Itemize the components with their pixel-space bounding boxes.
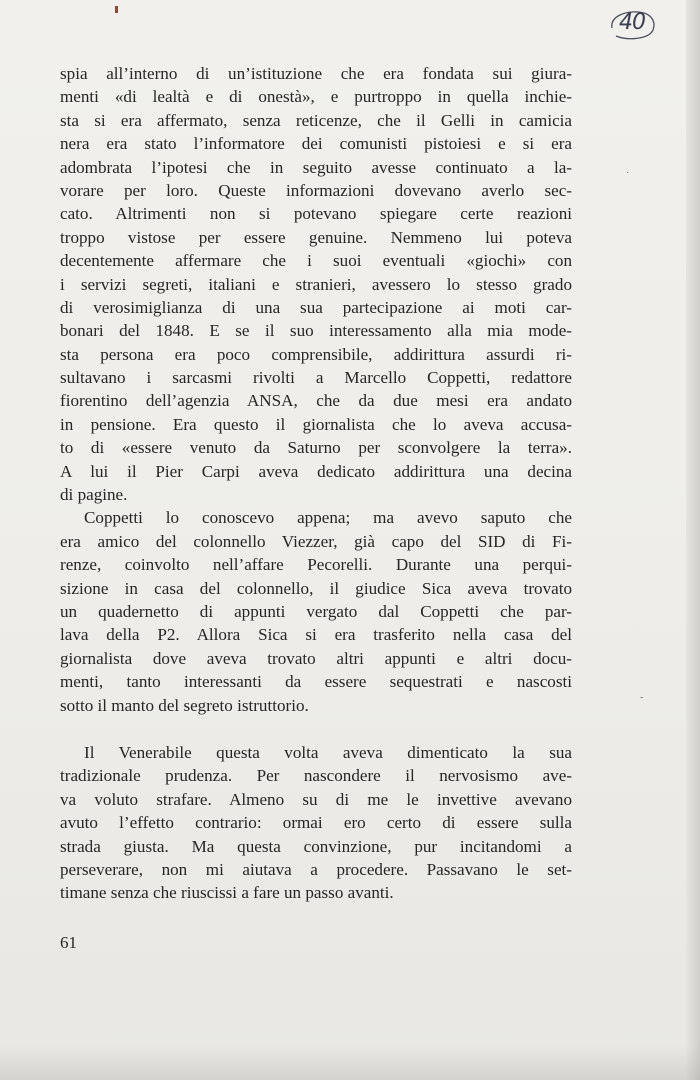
text-line: in pensione. Era questo il giornalista che lo aveva accusa- — [60, 414, 572, 434]
text-line: tradizionale prudenza. Per nascondere il nervosismo ave- — [60, 766, 572, 786]
text-line: menti, tanto interessanti da essere sequestrati e nascosti — [60, 672, 572, 692]
text-line: di verosimiglianza di una sua partecipazione ai moti car- — [60, 297, 572, 317]
paragraph — [60, 506, 572, 717]
text-line: giornalista dove aveva trovato altri appunti e altri docu- — [60, 648, 572, 668]
text-line: Coppetti lo conoscevo appena; ma avevo saputo che — [84, 508, 572, 528]
paragraph-gap — [60, 717, 572, 741]
text-line: bonari del 1848. E se il suo interessamento alla mia mode- — [60, 321, 572, 341]
folio-number: 40 — [619, 10, 645, 35]
text-line: spia all’interno di un’istituzione che era fondata sui giura- — [60, 64, 572, 83]
text-line: to di «essere venuto da Saturno per sconvolgere la terra». — [60, 438, 572, 458]
text-line: renze, coinvolto nell’affare Pecorelli. Durante una perqui- — [60, 555, 572, 575]
text-line: sultavano i sarcasmi rivolti a Marcello Coppetti, redattore — [60, 368, 572, 388]
text-line: decentemente affermare che i suoi eventuali «giochi» con — [60, 251, 572, 271]
text-line: un quadernetto di appunti vergato dal Coppetti che par- — [60, 601, 572, 621]
page-number: 61 — [60, 933, 77, 952]
text-line: perseverare, non mi aiutava a procedere. Passavano le set- — [60, 859, 572, 879]
handwritten-folio-mark — [606, 8, 658, 42]
paragraph — [60, 62, 572, 506]
body-text — [60, 62, 572, 905]
text-line: adombrata l’ipotesi che in seguito avesse continuato a la- — [60, 157, 572, 177]
text-line: di pagine. — [60, 485, 128, 505]
text-line: A lui il Pier Carpi aveva dedicato addirittura una decina — [60, 461, 572, 481]
text-line: lava della P2. Allora Sica si era trasferito nella casa del — [60, 625, 572, 645]
text-line: fiorentino dell’agenzia ANSA, che da due mesi era andato — [60, 391, 572, 411]
text-line: sta persona era poco comprensibile, addirittura assurdi ri- — [60, 344, 572, 364]
text-line: cato. Altrimenti non si potevano spiegare certe reazioni — [60, 204, 572, 224]
text-line: va voluto strafare. Almeno su di me le invettive avevano — [60, 789, 572, 809]
ink-mark — [115, 6, 118, 13]
text-line: timane senza che riuscissi a fare un passo avanti. — [60, 883, 394, 903]
text-line: i servizi segreti, italiani e stranieri, avessero lo stesso grado — [60, 274, 572, 294]
text-line: nera era stato l’informatore dei comunisti pistoiesi e si era — [60, 134, 572, 154]
dust-speck: - — [640, 692, 644, 703]
text-line: avuto l’effetto contrario: ormai ero certo di essere sulla — [60, 813, 572, 833]
text-line: sta si era affermato, senza reticenze, che il Gelli in camicia — [60, 110, 572, 130]
text-line: Il Venerabile questa volta aveva dimenticato la sua — [84, 742, 572, 762]
dust-speck: · — [626, 168, 630, 179]
text-line: sotto il manto del segreto istruttorio. — [60, 695, 309, 715]
page-bottom-shadow — [0, 1046, 700, 1080]
text-line: vorare per loro. Queste informazioni dovevano averlo sec- — [60, 180, 572, 200]
text-line: era amico del colonnello Viezzer, già capo del SID di Fi- — [60, 531, 572, 551]
text-line: strada giusta. Ma questa convinzione, pur incitandomi a — [60, 836, 572, 856]
text-line: troppo vistose per essere genuine. Nemmeno lui poteva — [60, 227, 572, 247]
text-line: sizione in casa del colonnello, il giudice Sica aveva trovato — [60, 578, 572, 598]
page-edge-shadow — [686, 0, 700, 1080]
text-line: menti «di lealtà e di onestà», e purtroppo in quella inchie- — [60, 87, 572, 107]
paragraph — [60, 741, 572, 905]
